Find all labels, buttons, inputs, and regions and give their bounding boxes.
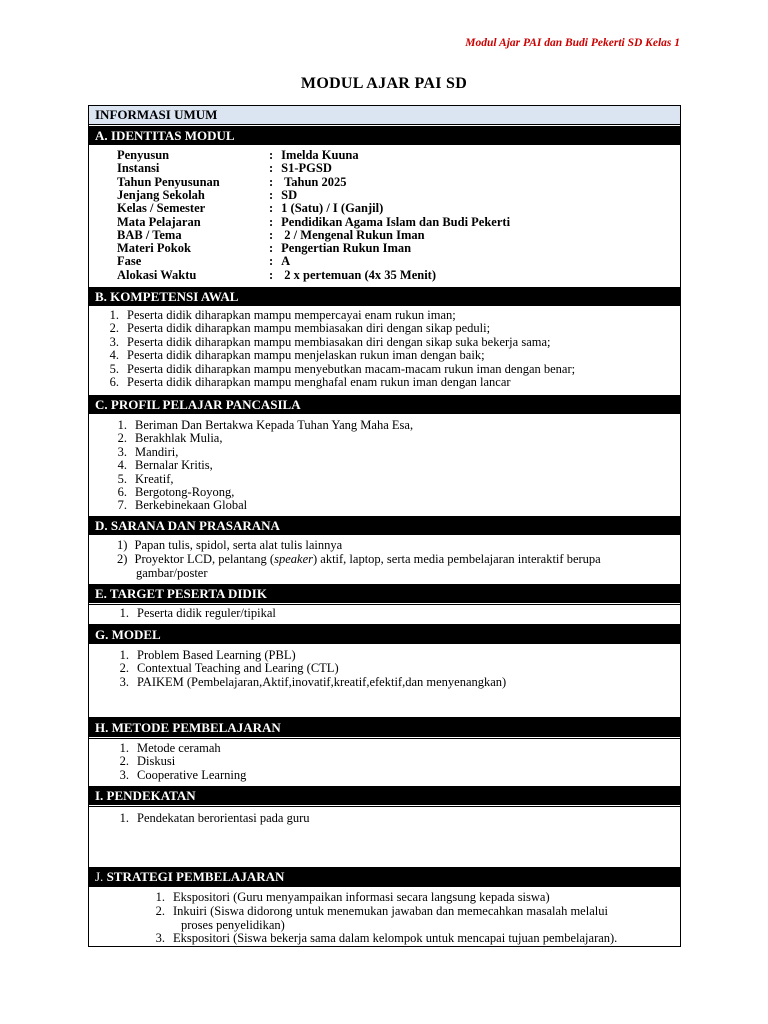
target-number: 1. [119,606,129,620]
page-title: MODUL AJAR PAI SD [300,75,468,92]
identitas-body [89,145,680,286]
identitas-separator: : [269,227,274,242]
sarana-item-1: Papan tulis, spidol, serta alat tulis lainnya [134,538,343,552]
metode-row [107,742,221,755]
pendekatan-item: Pendekatan berorientasi pada guru [137,811,310,825]
kompetensi-number: 6. [109,375,119,389]
profil-item: Berkebinekaan Global [135,498,248,513]
identitas-key: BAB / Tema [117,227,182,242]
profil-item: Mandiri, [135,444,179,459]
sarana-item-2-em: speaker [274,552,313,566]
model-item: Contextual Teaching and Learing (CTL) [137,661,339,676]
model-row [107,662,339,675]
identitas-key: Tahun Penyusunan [117,174,220,189]
section-kompetensi-heading: B. KOMPETENSI AWAL [89,287,680,306]
strategi-heading-text: STRATEGI PEMBELAJARAN [103,869,285,884]
profil-number: 4. [117,458,127,473]
identitas-value: Pendidikan Agama Islam dan Budi Pekerti [281,214,511,229]
profil-number: 7. [117,498,127,513]
identitas-separator: : [269,148,274,162]
strategi-heading-prefix: J. [95,869,104,884]
kompetensi-number: 3. [109,334,119,349]
identitas-key: Penyusun [117,148,170,162]
identitas-row [117,268,436,283]
profil-item: Kreatif, [135,471,174,486]
identitas-key: Instansi [117,161,160,176]
identitas-key: Mata Pelajaran [117,214,201,229]
profil-item: Bergotong-Royong, [135,485,235,499]
profil-row [107,432,222,445]
kompetensi-number: 1. [109,308,119,322]
sarana-item-2-post: ) aktif, laptop, serta media pembelajaran interaktif berupa [312,552,601,566]
section-informasi-umum: INFORMASI UMUM [89,106,680,125]
sarana-item-2-pre: Proyektor LCD, pelantang ( [134,552,275,566]
identitas-key: Fase [117,254,142,269]
identitas-separator: : [269,161,274,176]
strategi-list: 1. Ekspositori (Guru menyampaikan informasi secara langsung kepada siswa) 2. Inkuiri (Siswa didorong untuk menemukan jawaban dan memecahkan masalah melalui proses penyelidikan) 3. Ekspositori (Siswa bekerja sama dalam kelompok untuk mencapai tujuan pembelajaran). [155,890,618,945]
profil-row [107,446,178,459]
model-list [89,646,680,717]
model-number: 3. [119,674,129,689]
kompetensi-row [99,322,490,335]
section-target-heading: E. TARGET PESERTA DIDIK [89,584,680,603]
profil-number: 3. [117,444,127,459]
identitas-key: Jenjang Sekolah [117,187,205,202]
kompetensi-row [99,376,511,389]
kompetensi-item: Peserta didik diharapkan mampu mempercayai enam rukun iman; [127,308,456,322]
model-row [107,676,506,689]
identitas-value: 1 (Satu) / I (Ganjil) [281,201,384,216]
profil-row [107,499,247,512]
target-list [89,605,680,623]
sarana-item-2-cont: gambar/poster [136,566,208,580]
metode-item: Diskusi [137,754,176,769]
metode-number: 3. [119,767,129,782]
kompetensi-row [99,336,550,349]
profil-row [107,473,174,486]
identitas-value: Pengertian Rukun Iman [281,241,412,256]
profil-number: 1. [117,418,127,432]
strategi-item-1: Ekspositori (Guru menyampaikan informasi secara langsung kepada siswa) [173,890,550,904]
model-number: 1. [119,648,129,662]
profil-list [89,416,680,517]
model-item: Problem Based Learning (PBL) [137,648,296,662]
metode-item: Cooperative Learning [137,767,247,782]
identitas-value: SD [281,187,298,202]
identitas-value: 2 x pertemuan (4x 35 Menit) [281,267,437,282]
kompetensi-item: Peserta didik diharapkan mampu membiasakan diri dengan sikap peduli; [127,321,491,336]
sarana-number-2: 2) [117,552,128,566]
section-pendekatan-heading: I. PENDEKATAN [89,786,680,805]
identitas-separator: : [269,267,274,282]
section-strategi-heading [89,867,680,887]
kompetensi-item: Peserta didik diharapkan mampu menjelaskan rukun iman dengan baik; [127,348,485,363]
kompetensi-number: 4. [109,348,119,363]
metode-number: 2. [119,754,129,769]
profil-item: Berakhlak Mulia, [135,431,223,446]
identitas-separator: : [269,201,274,216]
identitas-separator: : [269,174,274,189]
kompetensi-item: Peserta didik diharapkan mampu menyebutkan macam-macam rukun iman dengan benar; [127,361,576,376]
header-note: Modul Ajar PAI dan Budi Pekerti SD Kelas 1 [465,37,680,49]
identitas-value: 2 / Mengenal Rukun Iman [281,227,425,242]
identitas-separator: : [269,187,274,202]
strategi-item-2-line-1: Inkuiri (Siswa didorong untuk menemukan jawaban dan memecahkan masalah melalui [173,904,608,918]
kompetensi-item: Peserta didik diharapkan mampu membiasakan diri dengan sikap suka bekerja sama; [127,334,551,349]
metode-item: Metode ceramah [137,741,221,755]
section-sarana-heading: D. SARANA DAN PRASARANA [89,516,680,535]
section-model-heading: G. MODEL [89,625,680,644]
metode-number: 1. [119,741,129,755]
target-row [107,607,276,620]
metode-row [107,769,246,782]
identitas-separator: : [269,241,274,256]
identitas-value: Tahun 2025 [281,174,347,189]
section-profil-heading: C. PROFIL PELAJAR PANCASILA [89,395,680,414]
sarana-list [89,537,680,584]
pendekatan-row [107,812,310,825]
module-document [88,105,681,947]
identitas-value: A [281,254,291,269]
target-item: Peserta didik reguler/tipikal [137,606,276,620]
kompetensi-number: 2. [109,321,119,336]
kompetensi-item: Peserta didik diharapkan mampu menghafal enam rukun iman dengan lancar [127,375,511,389]
pendekatan-list [89,809,680,867]
identitas-separator: : [269,254,274,269]
identitas-key: Kelas / Semester [117,201,206,216]
section-metode-heading: H. METODE PEMBELAJARAN [89,718,680,737]
section-identitas-heading: A. IDENTITAS MODUL [89,126,680,145]
metode-row [107,755,175,768]
kompetensi-list [89,307,680,395]
kompetensi-row [99,309,456,322]
profil-number: 2. [117,431,127,446]
profil-number: 5. [117,471,127,486]
metode-list [89,740,680,786]
identitas-value: S1-PGSD [281,161,332,176]
strategi-item-3: Ekspositori (Siswa bekerja sama dalam kelompok untuk mencapai tujuan pembelajaran). [173,931,618,945]
kompetensi-row [99,363,575,376]
model-number: 2. [119,661,129,676]
kompetensi-row [99,349,485,362]
pendekatan-number: 1. [119,811,129,825]
profil-row [107,419,413,432]
model-item: PAIKEM (Pembelajaran,Aktif,inovatif,kreatif,efektif,dan menyenangkan) [137,674,507,689]
identitas-key: Materi Pokok [117,241,191,256]
profil-number: 6. [117,485,127,499]
profil-row [107,486,234,499]
profil-item: Bernalar Kritis, [135,458,213,473]
model-row [107,649,296,662]
kompetensi-number: 5. [109,361,119,376]
profil-row [107,459,213,472]
sarana-number-1: 1) [117,538,128,552]
strategi-item-2-line-2: proses penyelidikan) [181,918,285,932]
profil-item: Beriman Dan Bertakwa Kepada Tuhan Yang Maha Esa, [135,418,414,432]
identitas-separator: : [269,214,274,229]
identitas-value: Imelda Kuuna [281,148,359,162]
identitas-key: Alokasi Waktu [117,267,197,282]
